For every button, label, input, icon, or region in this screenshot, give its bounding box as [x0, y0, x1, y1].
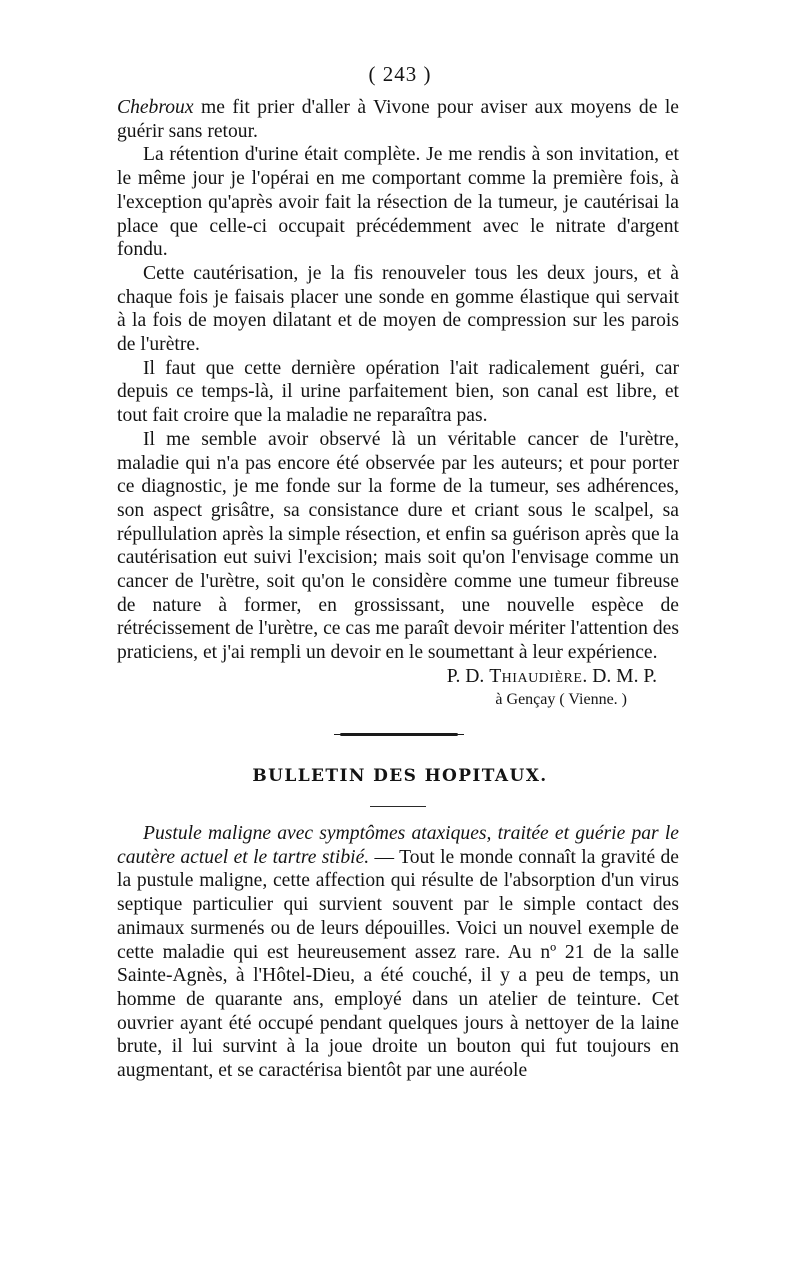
- paragraph-4: Il faut que cette dernière opération l'ait radicalement guéri, car depuis ce temps-là, il urine parfaitement bien, son canal est libre, et tout fait croire que la maladie ne reparaîtra pas.: [117, 357, 679, 427]
- section-divider: [340, 733, 458, 736]
- name-chebroux: Chebroux: [117, 97, 194, 118]
- paragraph-1-text: me fit prier d'aller à Vivone pour aviser aux moyens de le guérir sans retour.: [117, 97, 679, 142]
- paragraph-3: Cette cautérisation, je la fis renouveler tous les deux jours, et à chaque fois je faisais placer une sonde en gomme élastique qui servait à la fois de moyen dilatant et de moyen de compression sur les parois de l'urètre.: [117, 262, 679, 356]
- article-dash: —: [369, 846, 400, 868]
- paragraph-1: [117, 96, 679, 143]
- signature-surname: Thiaudière: [489, 665, 583, 687]
- paragraph-2: La rétention d'urine était complète. Je me rendis à son invitation, et le même jour je l'opérai en me comportant comme la première fois, à l'exception qu'après avoir fait la résection de la tumeur, je cautérisai la place que celle-ci occupait précédemment avec le nitrate d'argent fondu.: [117, 144, 679, 261]
- signature-initials: P. D.: [446, 665, 490, 687]
- article-title: Pustule maligne avec symptômes ataxiques, traitée et guérie par le cautère actuel et le tartre stibié.: [117, 823, 679, 868]
- article-body: Tout le monde connaît la gravité de la pustule maligne, cette affection qui résulte de l'absorption d'un virus septique particulier qui survient souvent par le simple contact des animaux surmenés ou de leurs dépouilles. Voici un nouvel exemple de cette maladie qui est heureusement assez rare. Au nº 21 de la salle Sainte-Agnès, à l'Hôtel-Dieu, a été couché, il y a peu de temps, un homme de quarante ans, employé dans un atelier de teinture. Cet ouvrier ayant été occupé pendant quelques jours à nettoyer de la laine brute, il lui survint à la joue droite un bouton qui fut toujours en augmentant, et se caractérisa bientôt par une auréole: [117, 846, 679, 1082]
- paragraph-5: Il me semble avoir observé là un véritable cancer de l'urètre, maladie qui n'a pas encore été observée par les auteurs; et pour porter ce diagnostic, je me fonde sur la forme de la tumeur, ses adhérences, son aspect grisâtre, sa consistance dure et criant sous le scalpel, sa répullulation après la simple résection, et enfin sa guérison après que la cautérisation eut suivi l'excision; mais soit qu'on l'envisage comme un cancer de l'urètre, soit qu'on le considère comme une tumeur fibreuse de nature à former, en grossissant, une nouvelle espèce de rétrécissement de l'urètre, ce cas me paraît devoir mériter l'attention des praticiens, et j'ai rempli un devoir en le soumettant à leur expérience.: [117, 428, 679, 664]
- section-heading: BULLETIN DES HOPITAUX.: [252, 766, 548, 786]
- signature-place: à Gençay ( Vienne. ): [495, 690, 627, 708]
- article-paragraph: [117, 822, 679, 1083]
- article-text: [117, 822, 679, 1083]
- page-number: ( 243 ): [368, 62, 432, 86]
- heading-underline: [370, 806, 426, 807]
- author-signature: [117, 665, 679, 689]
- signature-title: . D. M. P.: [582, 665, 657, 687]
- continuation-text: [117, 96, 679, 711]
